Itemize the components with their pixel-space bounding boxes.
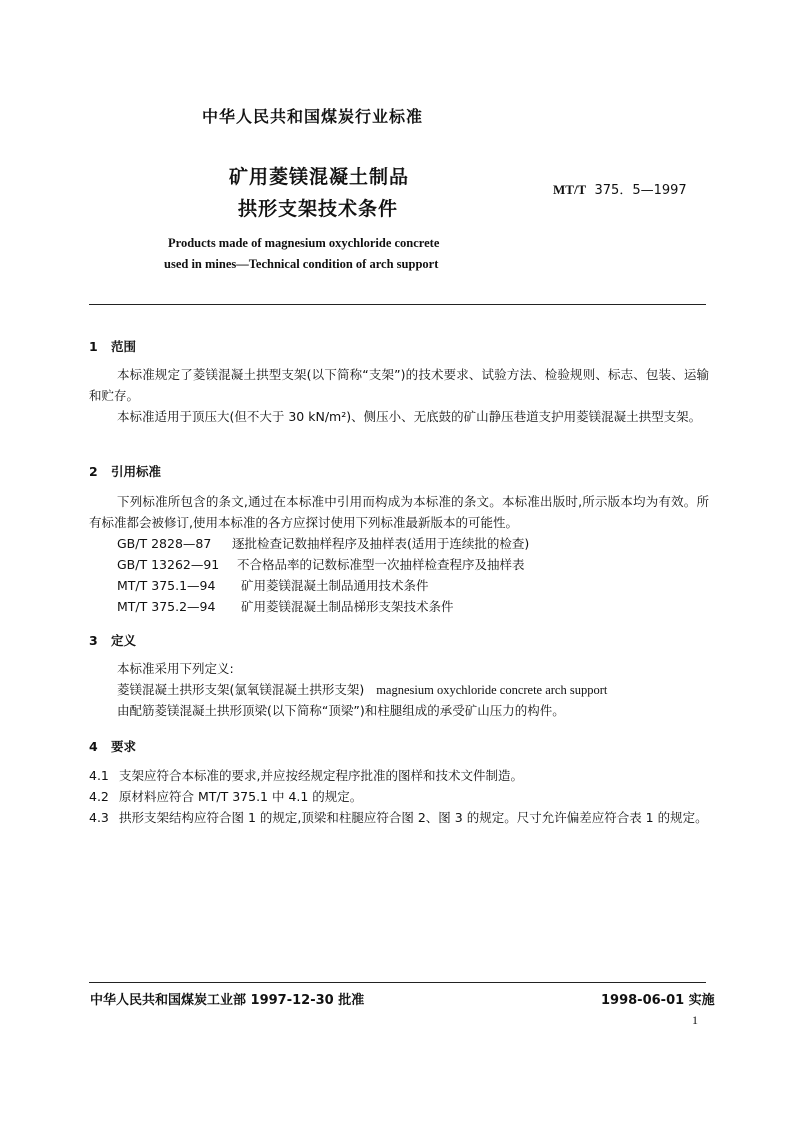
section-heading-definitions <box>89 631 136 649</box>
list-item <box>117 575 529 596</box>
definitions-intro: 本标准采用下列定义: <box>117 661 234 676</box>
definitions-block <box>117 658 607 721</box>
standard-code <box>553 179 687 198</box>
reference-code: GB/T 2828—87 <box>117 536 212 551</box>
term-chinese: 菱镁混凝土拱形支架(氯氧镁混凝土拱形支架) <box>117 682 365 697</box>
reference-code: MT/T 375.1—94 <box>117 578 216 593</box>
english-title-line-1: Products made of magnesium oxychloride concrete <box>168 236 440 250</box>
standard-category-title: 中华人民共和国煤炭行业标准 <box>202 107 424 126</box>
scope-paragraph-2: 本标准适用于顶压大(但不大于 30 kN/m²)、侧压小、无底鼓的矿山静压巷道支护用菱镁混凝土拱型支架。 <box>117 409 702 424</box>
requirements-list <box>89 765 709 828</box>
reference-title: 矿用菱镁混凝土制品梯形支架技术条件 <box>241 599 454 614</box>
footer-divider <box>89 982 706 983</box>
clause-number: 4.3 <box>89 810 109 825</box>
page-number: 1 <box>692 1013 698 1027</box>
references-intro: 下列标准所包含的条文,通过在本标准中引用而构成为本标准的条文。本标准出版时,所示版本均为有效。所有标准都会被修订,使用本标准的各方应探讨使用下列标准最新版本的可能性。 <box>89 494 709 530</box>
section-heading-references <box>89 462 161 480</box>
reference-title: 矿用菱镁混凝土制品通用技术条件 <box>241 578 429 593</box>
document-title-line-1: 矿用菱镁混凝土制品 <box>229 166 410 188</box>
clause-text: 拱形支架结构应符合图 1 的规定,顶梁和柱腿应符合图 2、图 3 的规定。尺寸允许偏差应符合表 1 的规定。 <box>119 810 708 825</box>
reference-code: MT/T 375.2—94 <box>117 599 216 614</box>
reference-list <box>117 533 529 617</box>
clause-text: 原材料应符合 MT/T 375.1 中 4.1 的规定。 <box>119 789 363 804</box>
list-item <box>89 786 709 807</box>
standard-code-number: 375．5—1997 <box>594 183 687 198</box>
reference-title: 逐批检查记数抽样程序及抽样表(适用于连续批的检查) <box>232 536 530 551</box>
section-title: 定义 <box>111 633 137 648</box>
section-title: 要求 <box>111 739 137 754</box>
list-item <box>117 533 529 554</box>
section-title: 范围 <box>111 339 137 354</box>
clause-text: 支架应符合本标准的要求,并应按经规定程序批准的图样和技术文件制造。 <box>119 768 523 783</box>
approval-statement: 中华人民共和国煤炭工业部 1997-12-30 批准 <box>90 993 365 1008</box>
list-item <box>89 807 709 828</box>
section-number: 4 <box>89 739 98 754</box>
term-english: magnesium oxychloride concrete arch support <box>376 683 608 697</box>
standard-code-prefix: MT/T <box>553 182 587 197</box>
implementation-date: 1998-06-01 实施 <box>601 993 715 1008</box>
clause-number: 4.1 <box>89 768 109 783</box>
scope-paragraph-1: 本标准规定了菱镁混凝土拱型支架(以下简称“支架”)的技术要求、试验方法、检验规则、标志、包装、运输和贮存。 <box>89 367 709 403</box>
definition-term <box>117 679 607 700</box>
reference-code: GB/T 13262—91 <box>117 557 220 572</box>
header-divider <box>89 304 706 305</box>
reference-title: 不合格品率的记数标准型一次抽样检查程序及抽样表 <box>237 557 525 572</box>
english-title-line-2: used in mines—Technical condition of arch support <box>164 257 439 271</box>
section-number: 2 <box>89 464 98 479</box>
list-item <box>117 596 529 617</box>
section-number: 3 <box>89 633 98 648</box>
section-heading-requirements <box>89 737 136 755</box>
section-heading-scope <box>89 337 136 355</box>
section-title: 引用标准 <box>111 464 162 479</box>
section-number: 1 <box>89 339 98 354</box>
list-item <box>89 765 709 786</box>
document-title-line-2: 拱形支架技术条件 <box>238 198 399 220</box>
list-item <box>117 554 529 575</box>
definition-text: 由配筋菱镁混凝土拱形顶梁(以下简称“顶梁”)和柱腿组成的承受矿山压力的构件。 <box>117 703 565 718</box>
clause-number: 4.2 <box>89 789 109 804</box>
